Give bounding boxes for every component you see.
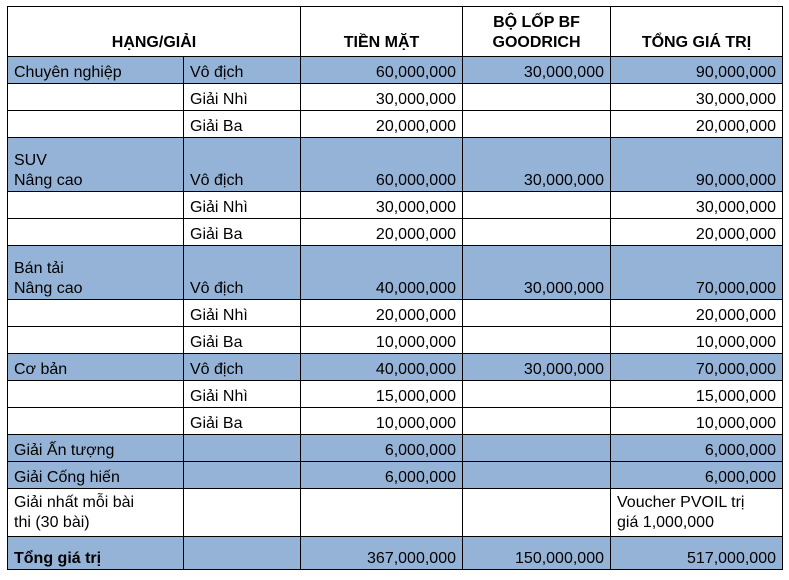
prize-cell: Giải Nhì [184, 300, 301, 327]
table-row [8, 435, 783, 462]
cash-cell: 15,000,000 [301, 381, 463, 408]
category-line2: Nâng cao [14, 280, 83, 297]
tires-cell [463, 111, 611, 138]
tires-cell [463, 462, 611, 489]
total-cell: 70,000,000 [611, 246, 783, 300]
cash-cell: 10,000,000 [301, 327, 463, 354]
cash-cell: 20,000,000 [301, 300, 463, 327]
grand-total-label: Tổng giá trị [8, 537, 184, 570]
cash-cell: 40,000,000 [301, 246, 463, 300]
tires-cell [463, 408, 611, 435]
cash-cell: 30,000,000 [301, 84, 463, 111]
tires-cell: 30,000,000 [463, 246, 611, 300]
cash-cell: 10,000,000 [301, 408, 463, 435]
tires-cell [463, 489, 611, 537]
cash-cell [301, 489, 463, 537]
cash-cell: 20,000,000 [301, 219, 463, 246]
category-cell: Giải Cống hiến [8, 462, 184, 489]
grand-total-tires: 150,000,000 [463, 537, 611, 570]
total-cell: 20,000,000 [611, 111, 783, 138]
prize-cell: Giải Nhì [184, 192, 301, 219]
category-cell [8, 381, 184, 408]
category-line2: Nâng cao [14, 172, 83, 189]
cash-cell: 20,000,000 [301, 111, 463, 138]
table-row [8, 408, 783, 435]
cash-cell: 6,000,000 [301, 462, 463, 489]
tires-cell [463, 381, 611, 408]
category-cell [8, 192, 184, 219]
category-cell [8, 246, 184, 300]
prize-cell: Giải Ba [184, 219, 301, 246]
tires-cell [463, 435, 611, 462]
category-line1: Bán tải [14, 260, 64, 277]
total-line1: Voucher PVOIL trị [617, 494, 745, 511]
table-row [8, 246, 783, 300]
category-cell: Chuyên nghiệp [8, 57, 184, 84]
tires-cell: 30,000,000 [463, 354, 611, 381]
tires-cell: 30,000,000 [463, 57, 611, 84]
prize-table [7, 6, 783, 570]
header-tires-line2: GOODRICH [492, 34, 581, 51]
header-row [8, 7, 783, 57]
total-cell: 6,000,000 [611, 435, 783, 462]
prize-cell [184, 435, 301, 462]
tires-cell [463, 84, 611, 111]
prize-cell: Vô địch [184, 354, 301, 381]
category-cell [8, 300, 184, 327]
table-row [8, 111, 783, 138]
cash-cell: 60,000,000 [301, 138, 463, 192]
prize-cell: Giải Nhì [184, 381, 301, 408]
category-cell [8, 408, 184, 435]
header-cash: TIỀN MẶT [301, 7, 463, 57]
table-row [8, 354, 783, 381]
category-cell: Giải Ấn tượng [8, 435, 184, 462]
table-row [8, 219, 783, 246]
total-cell: 90,000,000 [611, 138, 783, 192]
table-row [8, 462, 783, 489]
category-cell [8, 111, 184, 138]
tires-cell [463, 192, 611, 219]
header-tires-line1: BỘ LỐP BF [493, 14, 580, 31]
cash-cell: 30,000,000 [301, 192, 463, 219]
tires-cell: 30,000,000 [463, 138, 611, 192]
table-row [8, 300, 783, 327]
cash-cell: 6,000,000 [301, 435, 463, 462]
grand-total-value: 517,000,000 [611, 537, 783, 570]
tires-cell [463, 327, 611, 354]
prize-cell [184, 489, 301, 537]
cash-cell: 60,000,000 [301, 57, 463, 84]
table-row [8, 192, 783, 219]
category-cell [8, 219, 184, 246]
tires-cell [463, 300, 611, 327]
total-cell [611, 489, 783, 537]
category-cell [8, 327, 184, 354]
total-cell: 70,000,000 [611, 354, 783, 381]
category-cell: Cơ bản [8, 354, 184, 381]
grand-total-cash: 367,000,000 [301, 537, 463, 570]
prize-cell: Giải Ba [184, 111, 301, 138]
total-cell: 90,000,000 [611, 57, 783, 84]
category-line2: thi (30 bài) [14, 514, 90, 531]
table-row [8, 84, 783, 111]
table-row [8, 489, 783, 537]
category-cell [8, 84, 184, 111]
category-cell [8, 489, 184, 537]
category-line1: Giải nhất mỗi bài [14, 494, 135, 511]
total-cell: 20,000,000 [611, 219, 783, 246]
category-line1: SUV [14, 152, 47, 169]
total-cell: 6,000,000 [611, 462, 783, 489]
total-row [8, 537, 783, 570]
category-cell [8, 138, 184, 192]
cash-cell: 40,000,000 [301, 354, 463, 381]
total-line2: giá 1,000,000 [617, 514, 714, 531]
total-cell: 20,000,000 [611, 300, 783, 327]
prize-cell [184, 462, 301, 489]
header-total: TỔNG GIÁ TRỊ [611, 7, 783, 57]
header-category: HẠNG/GIẢI [8, 7, 301, 57]
prize-cell: Giải Ba [184, 327, 301, 354]
total-cell: 30,000,000 [611, 84, 783, 111]
tires-cell [463, 219, 611, 246]
total-cell: 30,000,000 [611, 192, 783, 219]
prize-cell: Vô địch [184, 57, 301, 84]
table-row [8, 381, 783, 408]
total-cell: 10,000,000 [611, 327, 783, 354]
total-cell: 10,000,000 [611, 408, 783, 435]
table-row [8, 327, 783, 354]
total-cell: 15,000,000 [611, 381, 783, 408]
prize-cell: Giải Ba [184, 408, 301, 435]
prize-cell: Giải Nhì [184, 84, 301, 111]
table-row [8, 57, 783, 84]
header-tires [463, 7, 611, 57]
prize-cell: Vô địch [184, 138, 301, 192]
prize-cell [184, 537, 301, 570]
table-row [8, 138, 783, 192]
prize-cell: Vô địch [184, 246, 301, 300]
